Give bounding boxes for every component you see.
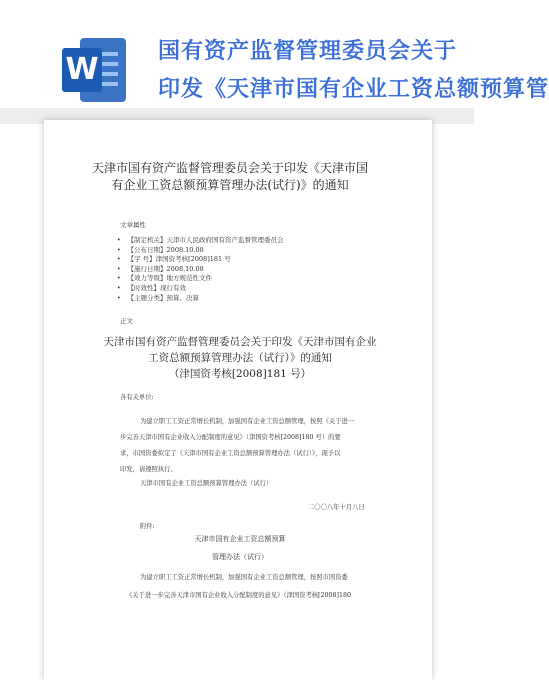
attribute-item: • 【主题分类】预算、决算: [117, 294, 284, 304]
paragraph-line: 步完善天津市国有企业收入分配制度的意见》（津国资考核[2008]180 号）的要: [120, 434, 341, 441]
paragraph-line: 为建立职工工资正常增长机制，加强国有企业工资总额管理，按照《关于进一: [140, 418, 355, 425]
attribute-item: • 【效力等级】地方规范性文件: [117, 274, 284, 284]
salutation: 各有关单位:: [120, 394, 154, 401]
body-heading: 正文: [120, 317, 133, 325]
word-document-icon: [62, 38, 126, 102]
paragraph-line: 印发，请遵照执行。: [120, 466, 177, 473]
header-title-line2: 印发《天津市国有企业工资总额预算管: [158, 77, 549, 102]
paragraph-line: 为建立职工工资正常增长机制，加强国有企业工资总额管理，按照市国资委: [140, 574, 348, 581]
document-title-line2: 有企业工资总额预算管理办法(试行)》的通知: [111, 178, 349, 192]
paragraph-line: 《关于进一步完善天津市国有企业收入分配制度的意见》（津国资考核[2008]180: [126, 592, 352, 599]
preview-header: [0, 0, 549, 110]
attachment-reference: 天津市国有企业工资总额预算管理办法（试行）: [140, 480, 273, 487]
word-icon-letter: W: [62, 48, 102, 92]
attribute-item: • 【字 号】津国资考核[2008]181 号: [117, 255, 284, 265]
main-title-line1: 天津市国有资产监督管理委员会关于印发《天津市国有企业: [103, 336, 377, 348]
paragraph-line: 求，市国资委拟定了《天津市国有企业工资总额预算管理办法（试行）》，现予以: [120, 450, 341, 457]
attributes-list: [117, 236, 284, 303]
main-title-line2: 工资总额预算管理办法（试行）》的通知: [148, 352, 332, 364]
main-title-line3: （津国资考核[2008]181 号）: [168, 368, 312, 380]
attribute-item: • 【制定机关】天津市人民政府国有资产监督管理委员会: [117, 236, 284, 246]
attributes-heading: 文章属性: [120, 221, 146, 229]
header-title-line1: 国有资产监督管理委员会关于: [158, 39, 458, 64]
attribute-item: • 【时效性】现行有效: [117, 284, 284, 294]
attachment-title-line2: 管理办法（试行）: [212, 553, 268, 561]
attribute-item: • 【施行日期】2008.10.08: [117, 265, 284, 275]
document-title-line1: 天津市国有资产监督管理委员会关于印发《天津市国: [91, 161, 368, 175]
attachment-label: 附件:: [140, 523, 155, 530]
attribute-item: • 【公布日期】2008.10.08: [117, 246, 284, 256]
document-date: 二〇〇八年十月八日: [308, 504, 365, 511]
attachment-title-line1: 天津市国有企业工资总额预算: [194, 535, 286, 543]
